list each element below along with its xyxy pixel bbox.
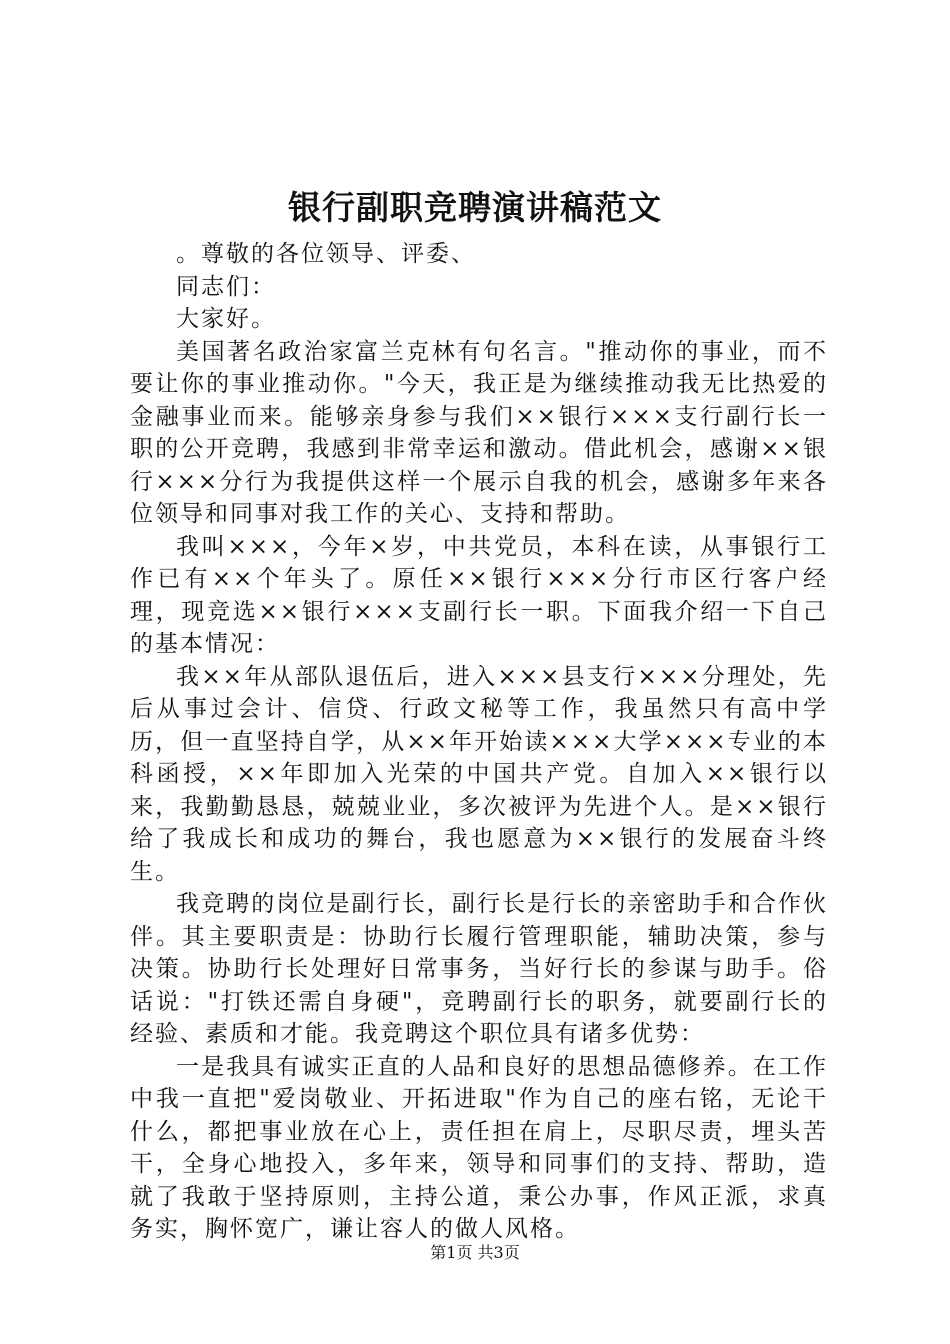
document-body — [130, 238, 828, 1246]
page-footer: 第1页 共3页 — [430, 1243, 520, 1262]
paragraph: 我××年从部队退伍后，进入×××县支行×××分理处，先后从事过会计、信贷、行政文秘等工作，我虽然只有高中学历，但一直坚持自学，从××年开始读×××大学×××专业的本科函授，××年即加入光荣的中国共产党。自加入××银行以来，我勤勤恳恳，兢兢业业，多次被评为先进个人。是××银行给了我成长和成功的舞台，我也愿意为××银行的发展奋斗终生。 — [130, 663, 828, 885]
paragraph: 大家好。 — [176, 306, 276, 332]
paragraph: 我叫×××，今年×岁，中共党员，本科在读，从事银行工作已有××个年头了。原任××银行×××分行市区行客户经理，现竞选××银行×××支副行长一职。下面我介绍一下自己的基本情况： — [130, 533, 828, 657]
paragraph: 同志们： — [176, 273, 276, 300]
paragraph: 一是我具有诚实正直的人品和良好的思想品德修养。在工作中我一直把"爱岗敬业、开拓进取"作为自己的座右铭，无论干什么，都把事业放在心上，责任担在肩上，尽职尽责，埋头苦干，全身心地投入，多年来，领导和同事们的支持、帮助，造就了我敢于坚持原则，主持公道，秉公办事，作风正派，求真务实，胸怀宽广，谦让容人的做人风格。 — [130, 1053, 828, 1242]
document-title: 银行副职竞聘演讲稿范文 — [288, 188, 662, 227]
paragraph: 美国著名政治家富兰克林有句名言。"推动你的事业，而不要让你的事业推动你。"今天，我正是为继续推动我无比热爱的金融事业而来。能够亲身参与我们××银行×××支行副行长一职的公开竞聘，我感到非常幸运和激动。借此机会，感谢××银行×××分行为我提供这样一个展示自我的机会，感谢多年来各位领导和同事对我工作的关心、支持和帮助。 — [130, 338, 828, 527]
paragraph: 。尊敬的各位领导、评委、 — [176, 241, 476, 267]
paragraph: 我竞聘的岗位是副行长，副行长是行长的亲密助手和合作伙伴。其主要职责是：协助行长履行管理职能，辅助决策，参与决策。协助行长处理好日常事务，当好行长的参谋与助手。俗话说："打铁还需自身硬"，竞聘副行长的职务，就要副行长的经验、素质和才能。我竞聘这个职位具有诸多优势： — [130, 891, 828, 1047]
